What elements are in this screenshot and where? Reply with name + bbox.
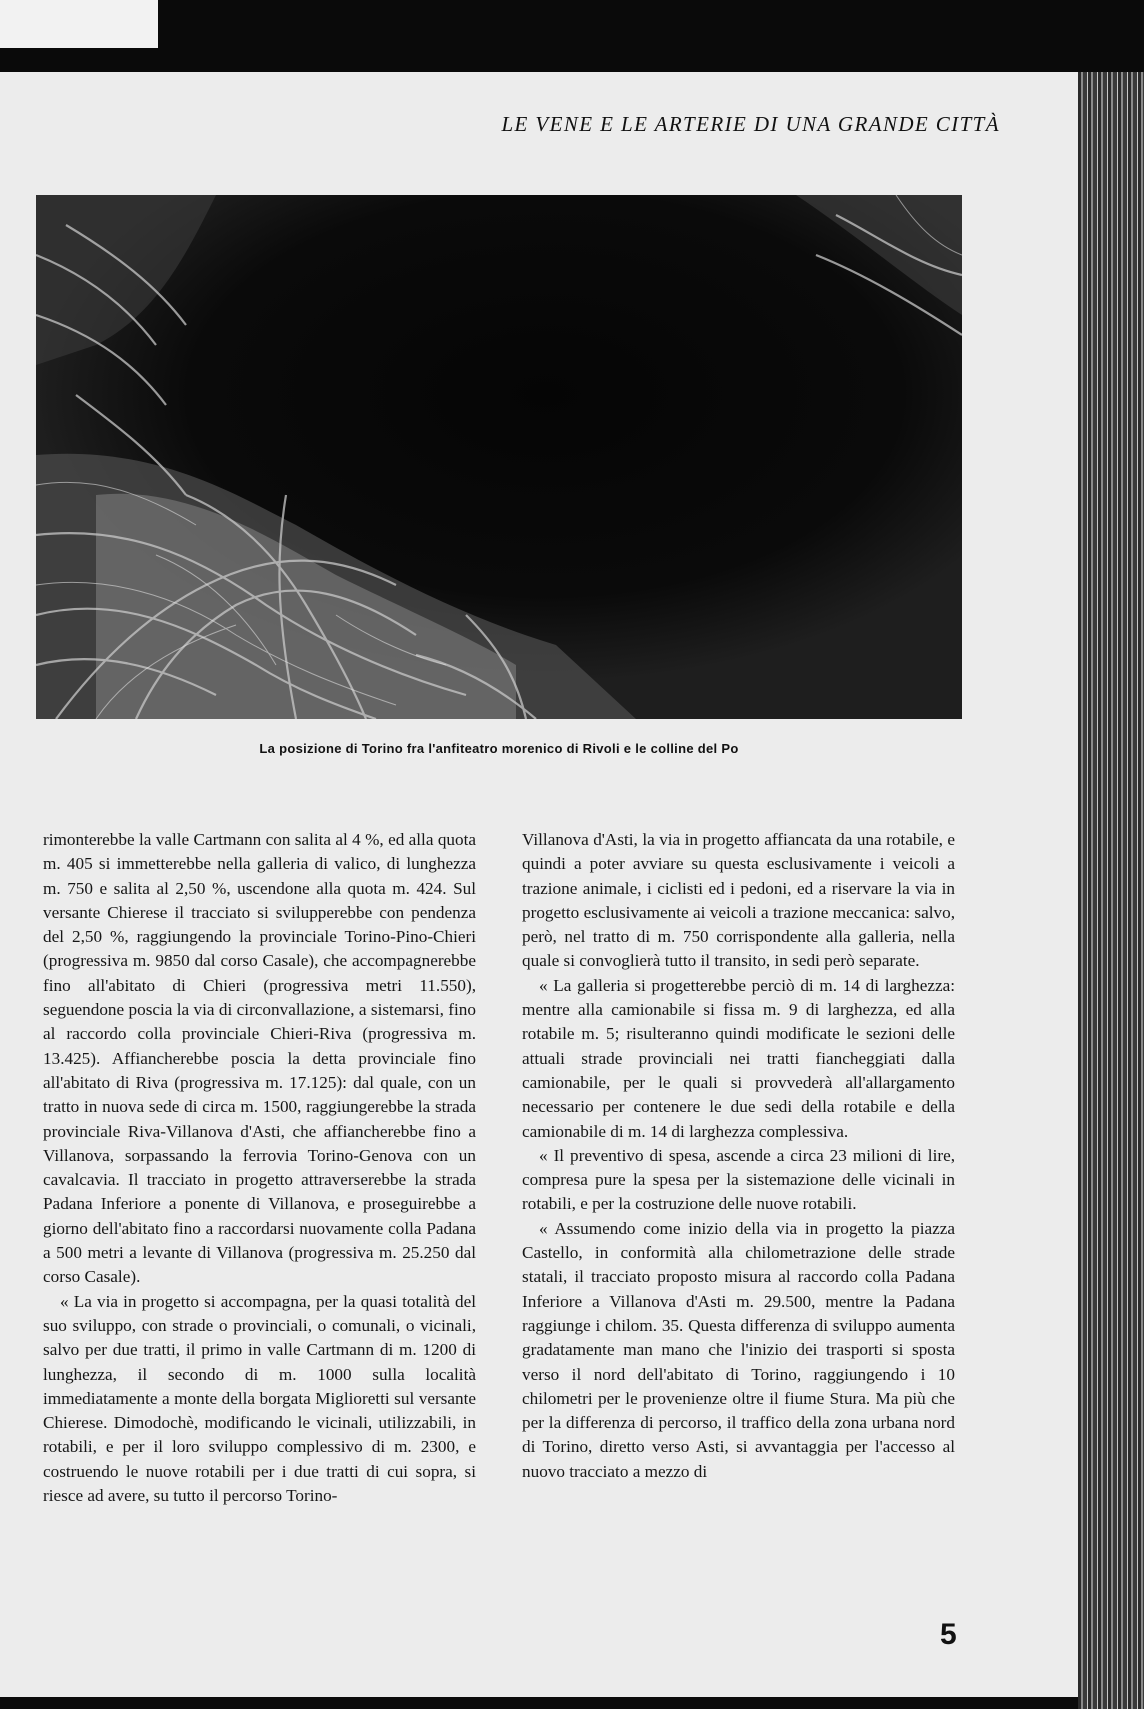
- book-page-edges: [1078, 72, 1144, 1709]
- text-column-left: [43, 828, 476, 1508]
- scan-corner-margin: [0, 0, 158, 48]
- text-column-right: [522, 828, 955, 1484]
- aerial-map-photo: [36, 195, 962, 719]
- page-number: 5: [940, 1618, 957, 1651]
- paragraph: rimonterebbe la valle Cartmann con salita al 4 %, ed alla quota m. 405 si immetterebbe nella galleria di valico, di lunghezza m. 750 e salita al 2,50 %, uscendone alla quota m. 424. Sul versante Chierese il tracciato si svilupperebbe con pendenza del 2,50 %, raggiungendo la provinciale Torino-Pino-Chieri (progressiva m. 9850 dal corso Casale), che accompagnerebbe fino all'abitato di Chieri (progressiva metri 11.550), seguendone poscia la via di circonvallazione, a sistemarsi, fino al raccordo colla provinciale Chieri-Riva (progressiva m. 13.425). Affiancherebbe poscia la detta provinciale fino all'abitato di Riva (progressiva m. 17.125): dal quale, con un tratto in nuova sede di circa m. 1500, raggiungerebbe la strada provinciale Riva-Villanova d'Asti, che affiancherebbe fino a Villanova, sorpassando la ferrovia Torino-Genova con un cavalcavia. Il tracciato in progetto attraverserebbe la strada Padana Inferiore a ponente di Villanova, e proseguirebbe a giorno dell'abitato fino a raccordarsi nuovamente colla Padana a 500 metri a levante di Villanova (progressiva m. 25.250 dal corso Casale).: [43, 830, 476, 1287]
- map-photo-icon: [36, 195, 962, 719]
- paragraph: « La galleria si progetterebbe perciò di m. 14 di larghezza: mentre alla camionabile si fissa m. 9 di larghezza, ed alla rotabile m. 5; risulteranno quindi modificate le sezioni delle attuali strade provinciali nei tratti fiancheggiati dalla camionabile, per le quali si provvederà all'allargamento necessario per contenere le due sedi della rotabile e della camionabile di m. 14 di larghezza complessiva.: [522, 975, 955, 1141]
- paragraph: « Il preventivo di spesa, ascende a circa 23 milioni di lire, compresa pure la spesa per la sistemazione delle vicinali in rotabili, e per la costruzione delle nuove rotabili.: [522, 1145, 955, 1214]
- scan-top-border: [0, 0, 1144, 72]
- paragraph: Villanova d'Asti, la via in progetto affiancata da una rotabile, e quindi a poter avviare su questa esclusivamente i veicoli a trazione animale, i ciclisti ed i pedoni, ed a riservare la via in progetto esclusivamente ai veicoli a trazione meccanica: salvo, però, nel tratto di m. 750 corrispondente alla galleria, nella quale si convoglierà tutto il transito, in sedi però separate.: [522, 830, 955, 971]
- paragraph: « La via in progetto si accompagna, per la quasi totalità del suo sviluppo, con strade o provinciali, o comunali, o vicinali, salvo per due tratti, il primo in valle Cartmann di m. 1200 di lunghezza, il secondo di m. 1000 sulla località immediatamente a monte della borgata Miglioretti sul versante Chierese. Dimodochè, modificando le vicinali, utilizzabili, in rotabili, e per il loro sviluppo complessivo di m. 2300, e costruendo le nuove rotabili per i due tratti di cui sopra, si riesce ad avere, su tutto il percorso Torino-: [43, 1291, 476, 1506]
- figure-caption: La posizione di Torino fra l'anfiteatro morenico di Rivoli e le colline del Po: [259, 741, 739, 756]
- running-header: LE VENE E LE ARTERIE DI UNA GRANDE CITTÀ: [501, 112, 1000, 136]
- paragraph: « Assumendo come inizio della via in progetto la piazza Castello, in conformità alla chilometrazione delle strade statali, il tracciato proposto misura al raccordo colla Padana Inferiore a Villanova d'Asti m. 29.500, mentre la Padana raggiunge i chilom. 35. Questa differenza di sviluppo aumenta gradatamente man mano che l'inizio dei trasporti si sposta verso il nord dell'abitato di Torino, raggiungendo i 10 chilometri per le provenienze oltre il fiume Stura. Ma più che per la differenza di percorso, il traffico della zona urbana nord di Torino, diretto verso Asti, si avvantaggia per l'accesso al nuovo tracciato a mezzo di: [522, 1218, 955, 1481]
